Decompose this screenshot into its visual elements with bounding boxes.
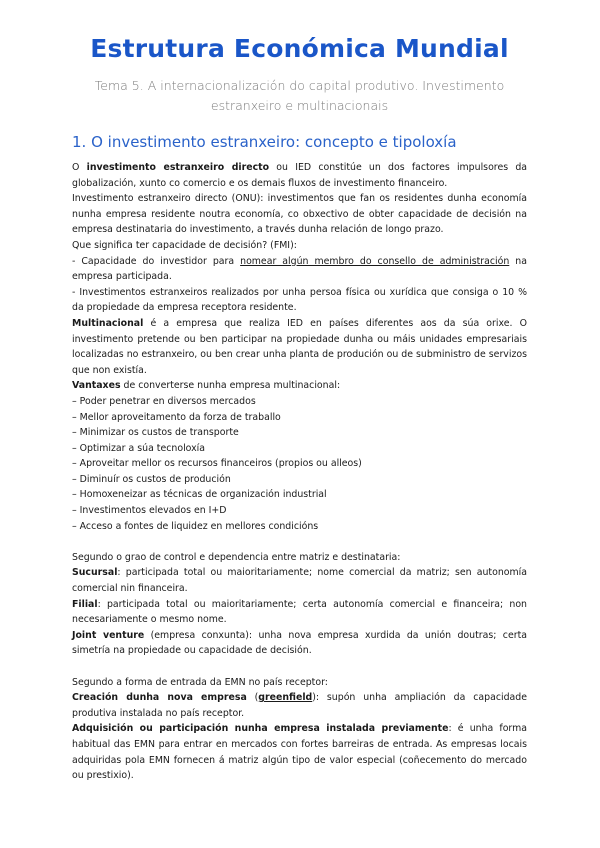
document-subtitle [72, 76, 527, 116]
paragraph-filial [72, 597, 527, 628]
list-item: – Aproveitar mellor os recursos financeiros (propios ou alleos) [72, 458, 362, 470]
text-run: : é unha forma habitual das EMN para entrar en mercados con fortes barreiras de entrada. As empresas locais adquiridas pola EMN fornecen á matriz algún tipo de valor especial (coñecemento do mercado ou prestixio). [72, 723, 527, 782]
bold-term: investimento estranxeiro directo [86, 162, 270, 173]
list-item: – Optimizar a súa tecnoloxía [72, 442, 206, 454]
bold-term: Sucursal [72, 567, 118, 579]
paragraph-multinacional [72, 316, 527, 378]
paragraph-fmi-question: Que significa ter capacidade de decisión? (FMI): [72, 239, 297, 251]
paragraph-sucursal [72, 565, 527, 596]
list-item: – Homoxeneizar as técnicas de organización industrial [72, 489, 327, 501]
blank-line [72, 659, 527, 675]
text-run: (empresa conxunta): unha nova empresa xurdida da unión doutras; certa simetría na propiedade ou capacidade de decisión. [72, 629, 527, 657]
list-item: – Poder penetrar en diversos mercados [72, 395, 256, 407]
paragraph-fmi-point-2: - Investimentos estranxeiros realizados por unha persoa física ou xurídica que consiga o 10 % da propiedade da empresa receptora residente. [72, 286, 527, 314]
paragraph-joint-venture [72, 628, 527, 659]
text-run: ): supón unha ampliación da capacidade produtiva instalada no país receptor. [72, 692, 527, 719]
section-body [72, 160, 527, 784]
text-run: de converterse nunha empresa multinacional: [120, 380, 341, 392]
bold-term: Multinacional [72, 317, 144, 329]
text-run: ou IED constitúe un dos factores impulsores da globalización, xunto co comercio e os demais fluxos de investimento financeiro. [72, 162, 528, 189]
paragraph-ied-intro [72, 160, 527, 191]
text-run: - Capacidade do investidor para [72, 255, 241, 267]
text-run: é a empresa que realiza IED en países diferentes aos da súa orixe. O investimento pretende ou ben participar na propiedade dunha ou máis unidades empresariais localizadas no estranxeiro, ou ben crear unha planta de produción ou de subministro de servizos que non existía. [72, 317, 527, 376]
list-item: – Minimizar os custos de transporte [72, 427, 239, 439]
text-run: : participada total ou maioritariamente; certa autonomía comercial e financeira; non necesariamente o mesmo nome. [72, 598, 527, 626]
text-run: O [72, 162, 87, 173]
section-heading: 1. O investimento estranxeiro: concepto e tipoloxía [72, 133, 457, 151]
bold-term: Joint venture [72, 629, 145, 641]
paragraph-vantaxes [72, 378, 527, 394]
bold-term: Adquisición ou participación nunha empresa instalada previamente [72, 723, 449, 735]
paragraph-fmi-point-1 [72, 254, 527, 285]
list-item: – Investimentos elevados en I+D [72, 505, 227, 517]
paragraph-control-intro: Segundo o grao de control e dependencia entre matriz e destinataria: [72, 551, 401, 563]
list-item: – Mellor aproveitamento da forza de traballo [72, 411, 281, 423]
blank-line [72, 534, 527, 550]
list-item: – Diminuír os custos de produción [72, 473, 231, 485]
paragraph-entry-intro: Segundo a forma de entrada da EMN no país receptor: [72, 676, 328, 688]
bold-term: Filial [72, 598, 98, 610]
underlined-phrase: nomear algún membro do consello de administración [240, 255, 510, 267]
subtitle-line-1: Tema 5. A internacionalización do capital produtivo. Investimento [94, 78, 505, 93]
list-item: – Acceso a fontes de liquidez en mellores condicións [72, 520, 319, 532]
underlined-term: greenfield [258, 692, 313, 704]
paragraph-onu-definition: Investimento estranxeiro directo (ONU): investimentos que fan os residentes dunha economía nunha empresa residente noutra economía, co obxectivo de obter capacidade de decisión na empresa destinataria do investimento, a través dunha relación de longo prazo. [72, 193, 527, 236]
text-run: na empresa participada. [72, 255, 527, 283]
paragraph-greenfield [72, 690, 527, 721]
paragraph-adquisicion [72, 721, 527, 783]
text-run: : participada total ou maioritariamente; nome comercial da matriz; sen autonomía comercial nin financeira. [72, 567, 527, 595]
bold-term: Creación dunha nova empresa [72, 692, 247, 704]
text-run: ( [246, 692, 259, 704]
bold-term: Vantaxes [72, 380, 121, 392]
document-title: Estrutura Económica Mundial [90, 34, 509, 63]
subtitle-line-2: estranxeiro e multinacionais [210, 98, 389, 113]
